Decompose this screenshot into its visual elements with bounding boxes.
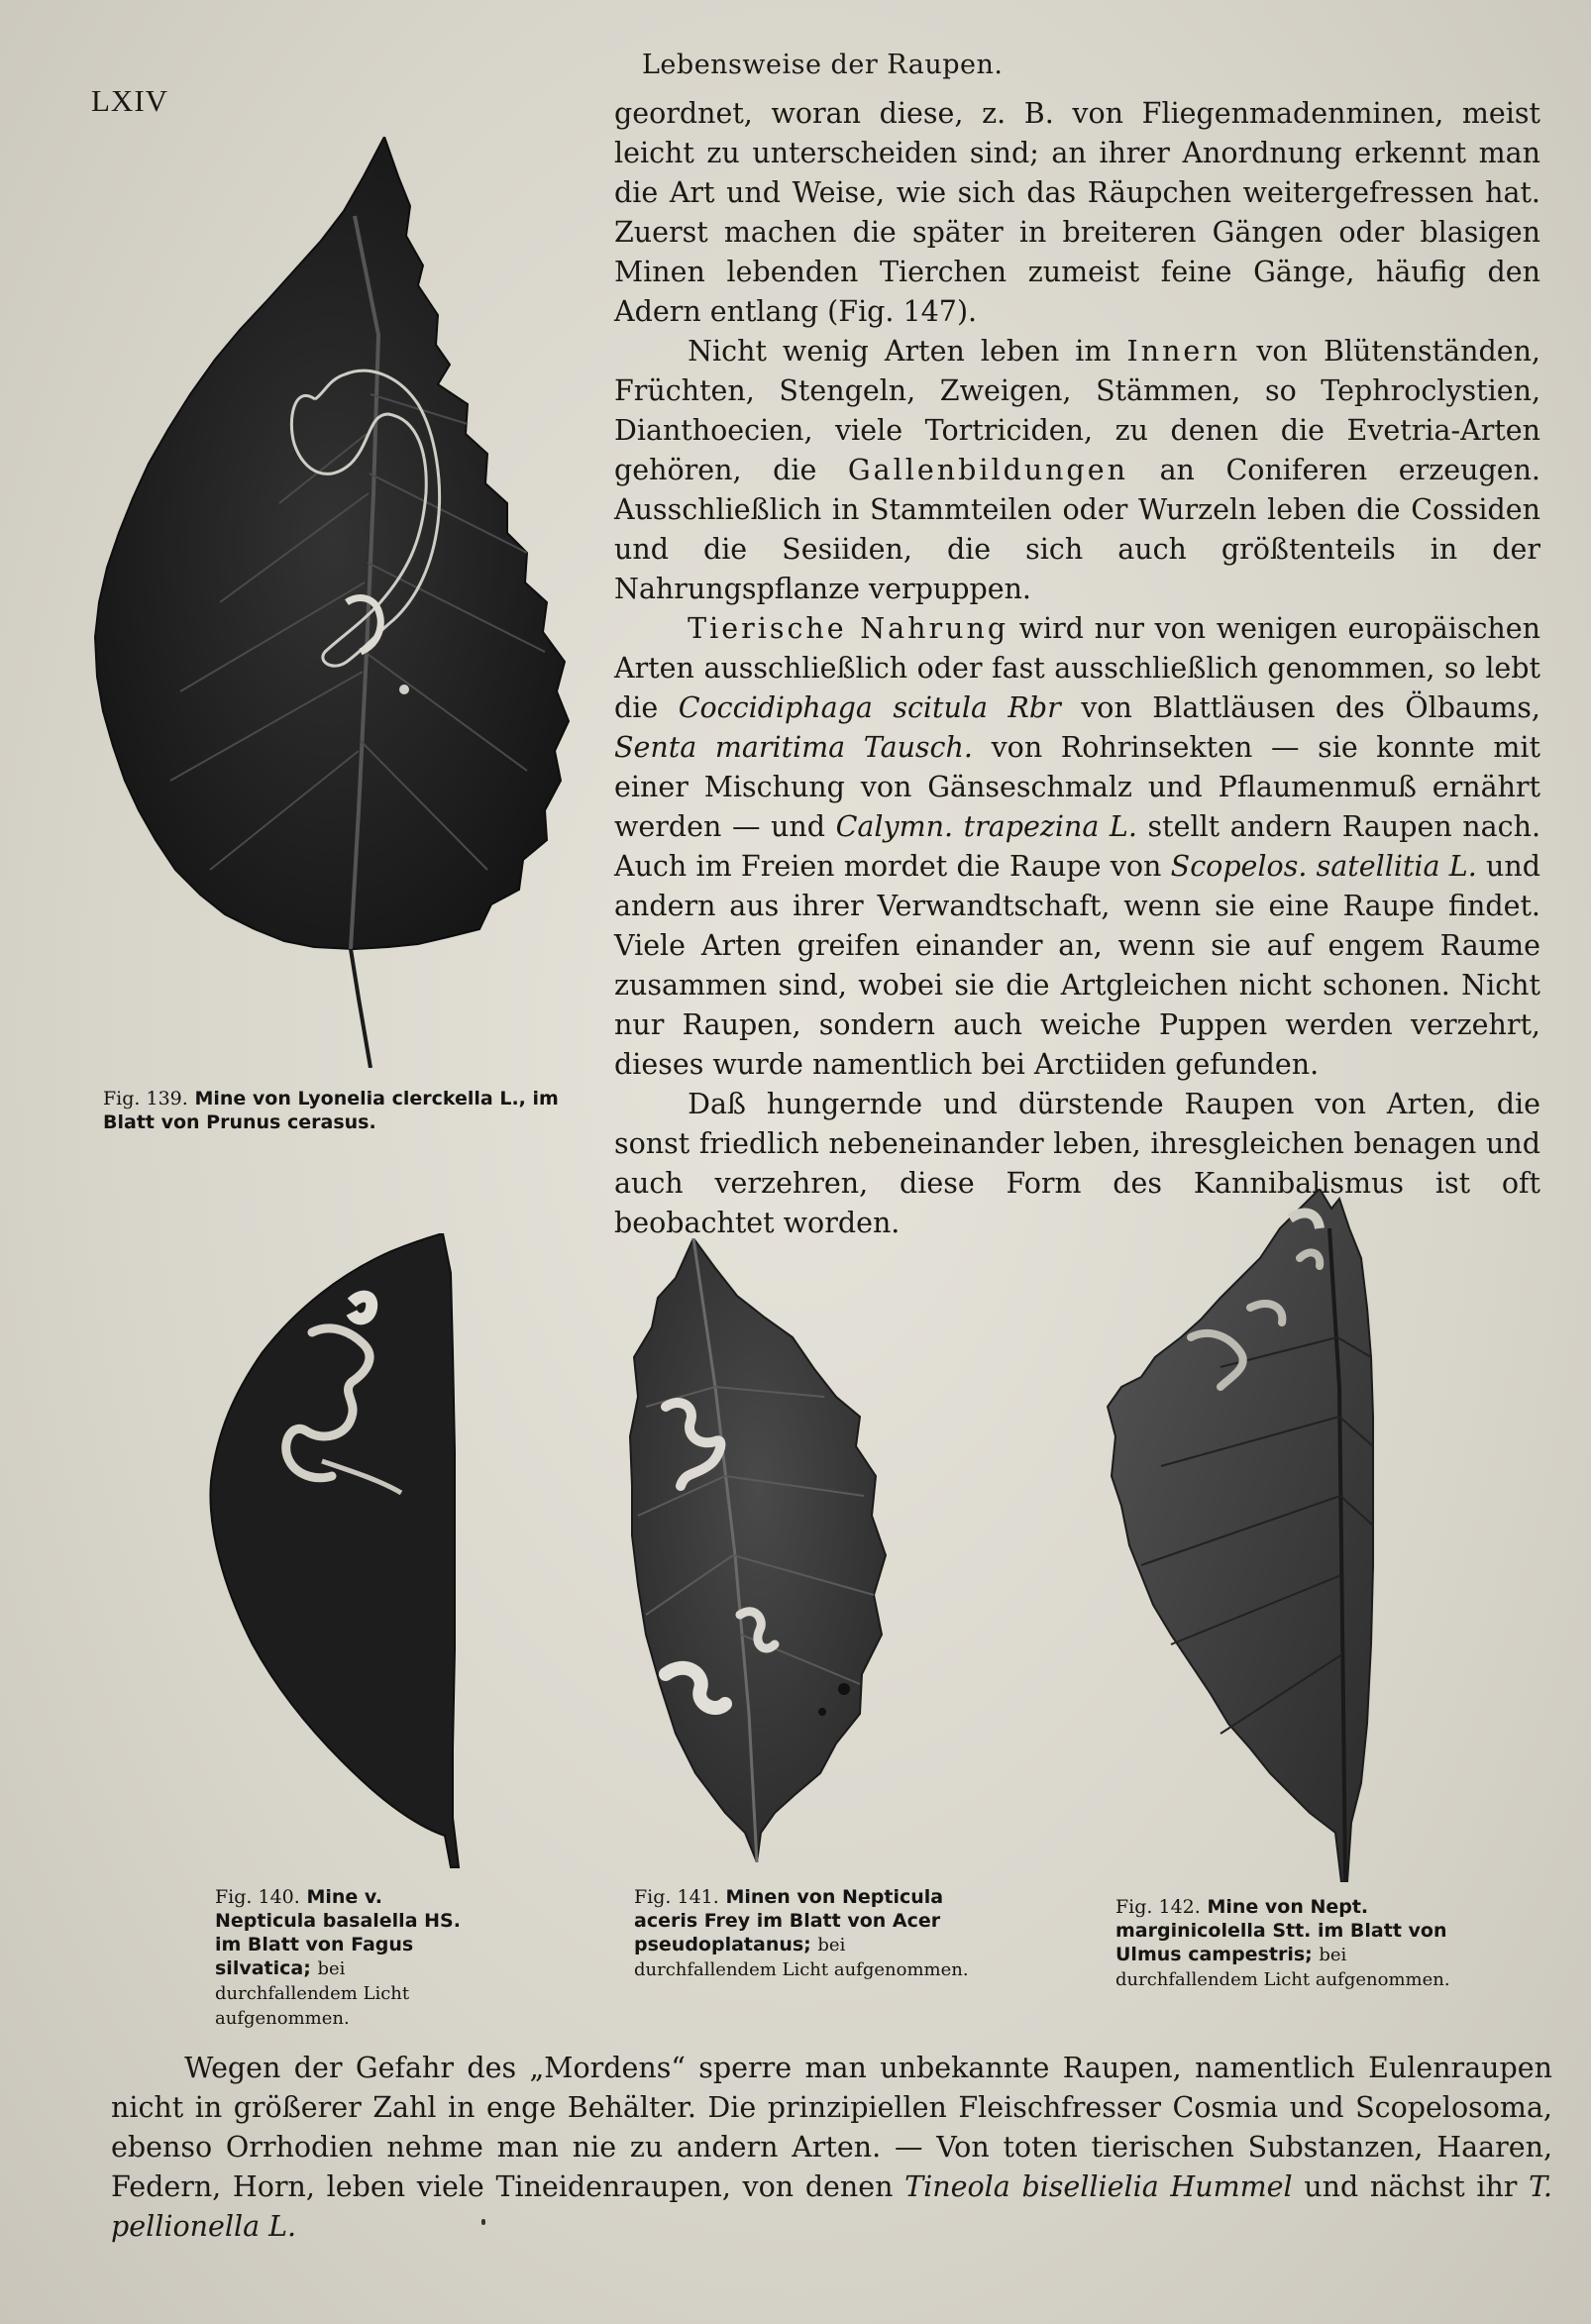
paragraph-mines: geordnet, woran diese, z. B. von Fliegenmadenminen, meist leicht zu unterscheiden sind; an ihrer Anordnung erkennt man die Art und Weise, wie sich das Räupchen weitergefressen hat. Zuerst machen die später in breiteren Gängen oder blasigen Minen lebenden Tierchen zumeist feine Gänge, häufig den Adern entlang (Fig. 147). — [614, 97, 1540, 328]
page-number: LXIV — [91, 83, 169, 118]
text-run: stellt andern Raupen nach. Auch im Freien mordet die Raupe von — [614, 810, 1541, 883]
spaced-word-tierische-nahrung: Tierische Nahrung — [688, 612, 1009, 645]
spaced-word-innern: Innern — [1126, 335, 1241, 368]
paragraph-inner-feeders — [614, 332, 1540, 609]
species-name: Calymn. trapezina L. — [835, 810, 1137, 843]
paragraph-cannibalism: Daß hungernde und dürstende Raupen von Arten, die sonst friedlich nebeneinander leben, ihresgleichen benagen und auch verzehren, diese Form des Kannibalismus ist oft beobachtet worden. — [614, 1088, 1540, 1239]
figure-139-label: Fig. 139. — [103, 1088, 188, 1109]
text-run: von Blattläusen des Ölbaums, — [1060, 691, 1540, 724]
species-name: Senta maritima Tausch. — [614, 731, 973, 764]
text-run: und andern aus ihrer Verwandtschaft, wenn sie eine Raupe findet. Viele Arten greifen einander an, wenn sie auf engem Raume zusammen sind, wobei sie die Artgleichen nicht schonen. Nicht nur Raupen, sondern auch weiche Puppen werden verzehrt, dieses wurde namentlich bei Arctiiden gefunden. — [614, 850, 1540, 1081]
figure-142-text: Mine von Nept. marginicolella Stt. im Blatt von Ulmus campestris; — [1115, 1896, 1447, 1965]
figure-139-leaf-image — [91, 137, 586, 1068]
figure-140-note: bei durchfallendem Licht aufgenommen. — [215, 1958, 410, 2029]
species-name: Coccidiphaga scitula Rbr — [678, 691, 1061, 724]
figure-142-label: Fig. 142. — [1115, 1896, 1201, 1918]
paragraph-animal-food — [614, 609, 1540, 1085]
figure-141-text: Minen von Nepticula aceris Frey im Blatt von Acer pseudoplatanus; — [634, 1886, 944, 1955]
main-text-column — [614, 94, 1540, 1243]
figure-140-leaf-image — [203, 1233, 461, 1872]
species-name: Scopelos. satellitia L. — [1170, 850, 1477, 883]
figure-141-note: bei durchfallendem Licht aufgenommen. — [634, 1935, 969, 1980]
text-run: an Coniferen erzeugen. Ausschließlich in Stammteilen oder Wurzeln leben die Cossiden und die Sesiiden, die sich auch größtenteils in der Nahrungspflanze verpuppen. — [614, 454, 1540, 605]
text-run: Wegen der Gefahr des „Mordens“ sperre man unbekannte Raupen, namentlich Eulenraupen nicht in größerer Zahl in enge Behälter. Die prinzipiellen Fleischfresser Cosmia und Scopelosoma, ebenso Orrhodien nehme man nie zu andern Arten. — Von toten tierischen Substanzen, Haaren, Federn, Horn, leben viele Tineidenraupen, von denen — [111, 2052, 1552, 2203]
figure-142-caption — [1115, 1895, 1452, 1992]
figure-141-leaf-image — [626, 1238, 894, 1862]
figure-141-label: Fig. 141. — [634, 1886, 719, 1908]
text-run: von Blütenständen, Früchten, Stengeln, Zweigen, Stämmen, so Tephroclystien, Dianthoecien, viele Tortriciden, zu denen die Evetria-Arten gehören, die — [614, 335, 1540, 486]
text-run: von Rohrinsekten — sie konnte mit einer Mischung von Gänseschmalz und Pflaumenmuß ernährt werden — und — [614, 731, 1540, 843]
text-run: wird nur von wenigen europäischen Arten ausschließlich oder fast ausschließlich genommen, so lebt die — [614, 612, 1540, 724]
running-head: Lebensweise der Raupen. — [642, 50, 1004, 80]
figure-139-caption — [103, 1087, 598, 1134]
figure-142-note: bei durchfallendem Licht aufgenommen. — [1115, 1945, 1450, 1990]
bottom-text-block — [111, 2049, 1552, 2247]
species-name: T. pellionella L. — [111, 2170, 1552, 2243]
figure-142-leaf-image — [1102, 1189, 1438, 1882]
figure-141-caption — [634, 1885, 971, 1982]
figure-140-label: Fig. 140. — [215, 1886, 300, 1908]
spaced-word-gallenbildungen: Gallenbildungen — [847, 454, 1128, 486]
text-run: Nicht wenig Arten leben im — [688, 335, 1127, 368]
print-speck — [481, 2219, 485, 2225]
figure-140-caption — [215, 1885, 463, 2031]
figure-139-text: Mine von Lyonelia clerckella L., im Blatt von Prunus cerasus. — [103, 1088, 559, 1133]
text-run: und nächst ihr — [1292, 2170, 1530, 2203]
paragraph-keeping-advice — [111, 2049, 1552, 2247]
figure-140-text: Mine v. Nepticula basalella HS. im Blatt von Fagus silvatica; — [215, 1886, 461, 1979]
species-name: Tineola bisellielia Hummel — [904, 2170, 1293, 2203]
